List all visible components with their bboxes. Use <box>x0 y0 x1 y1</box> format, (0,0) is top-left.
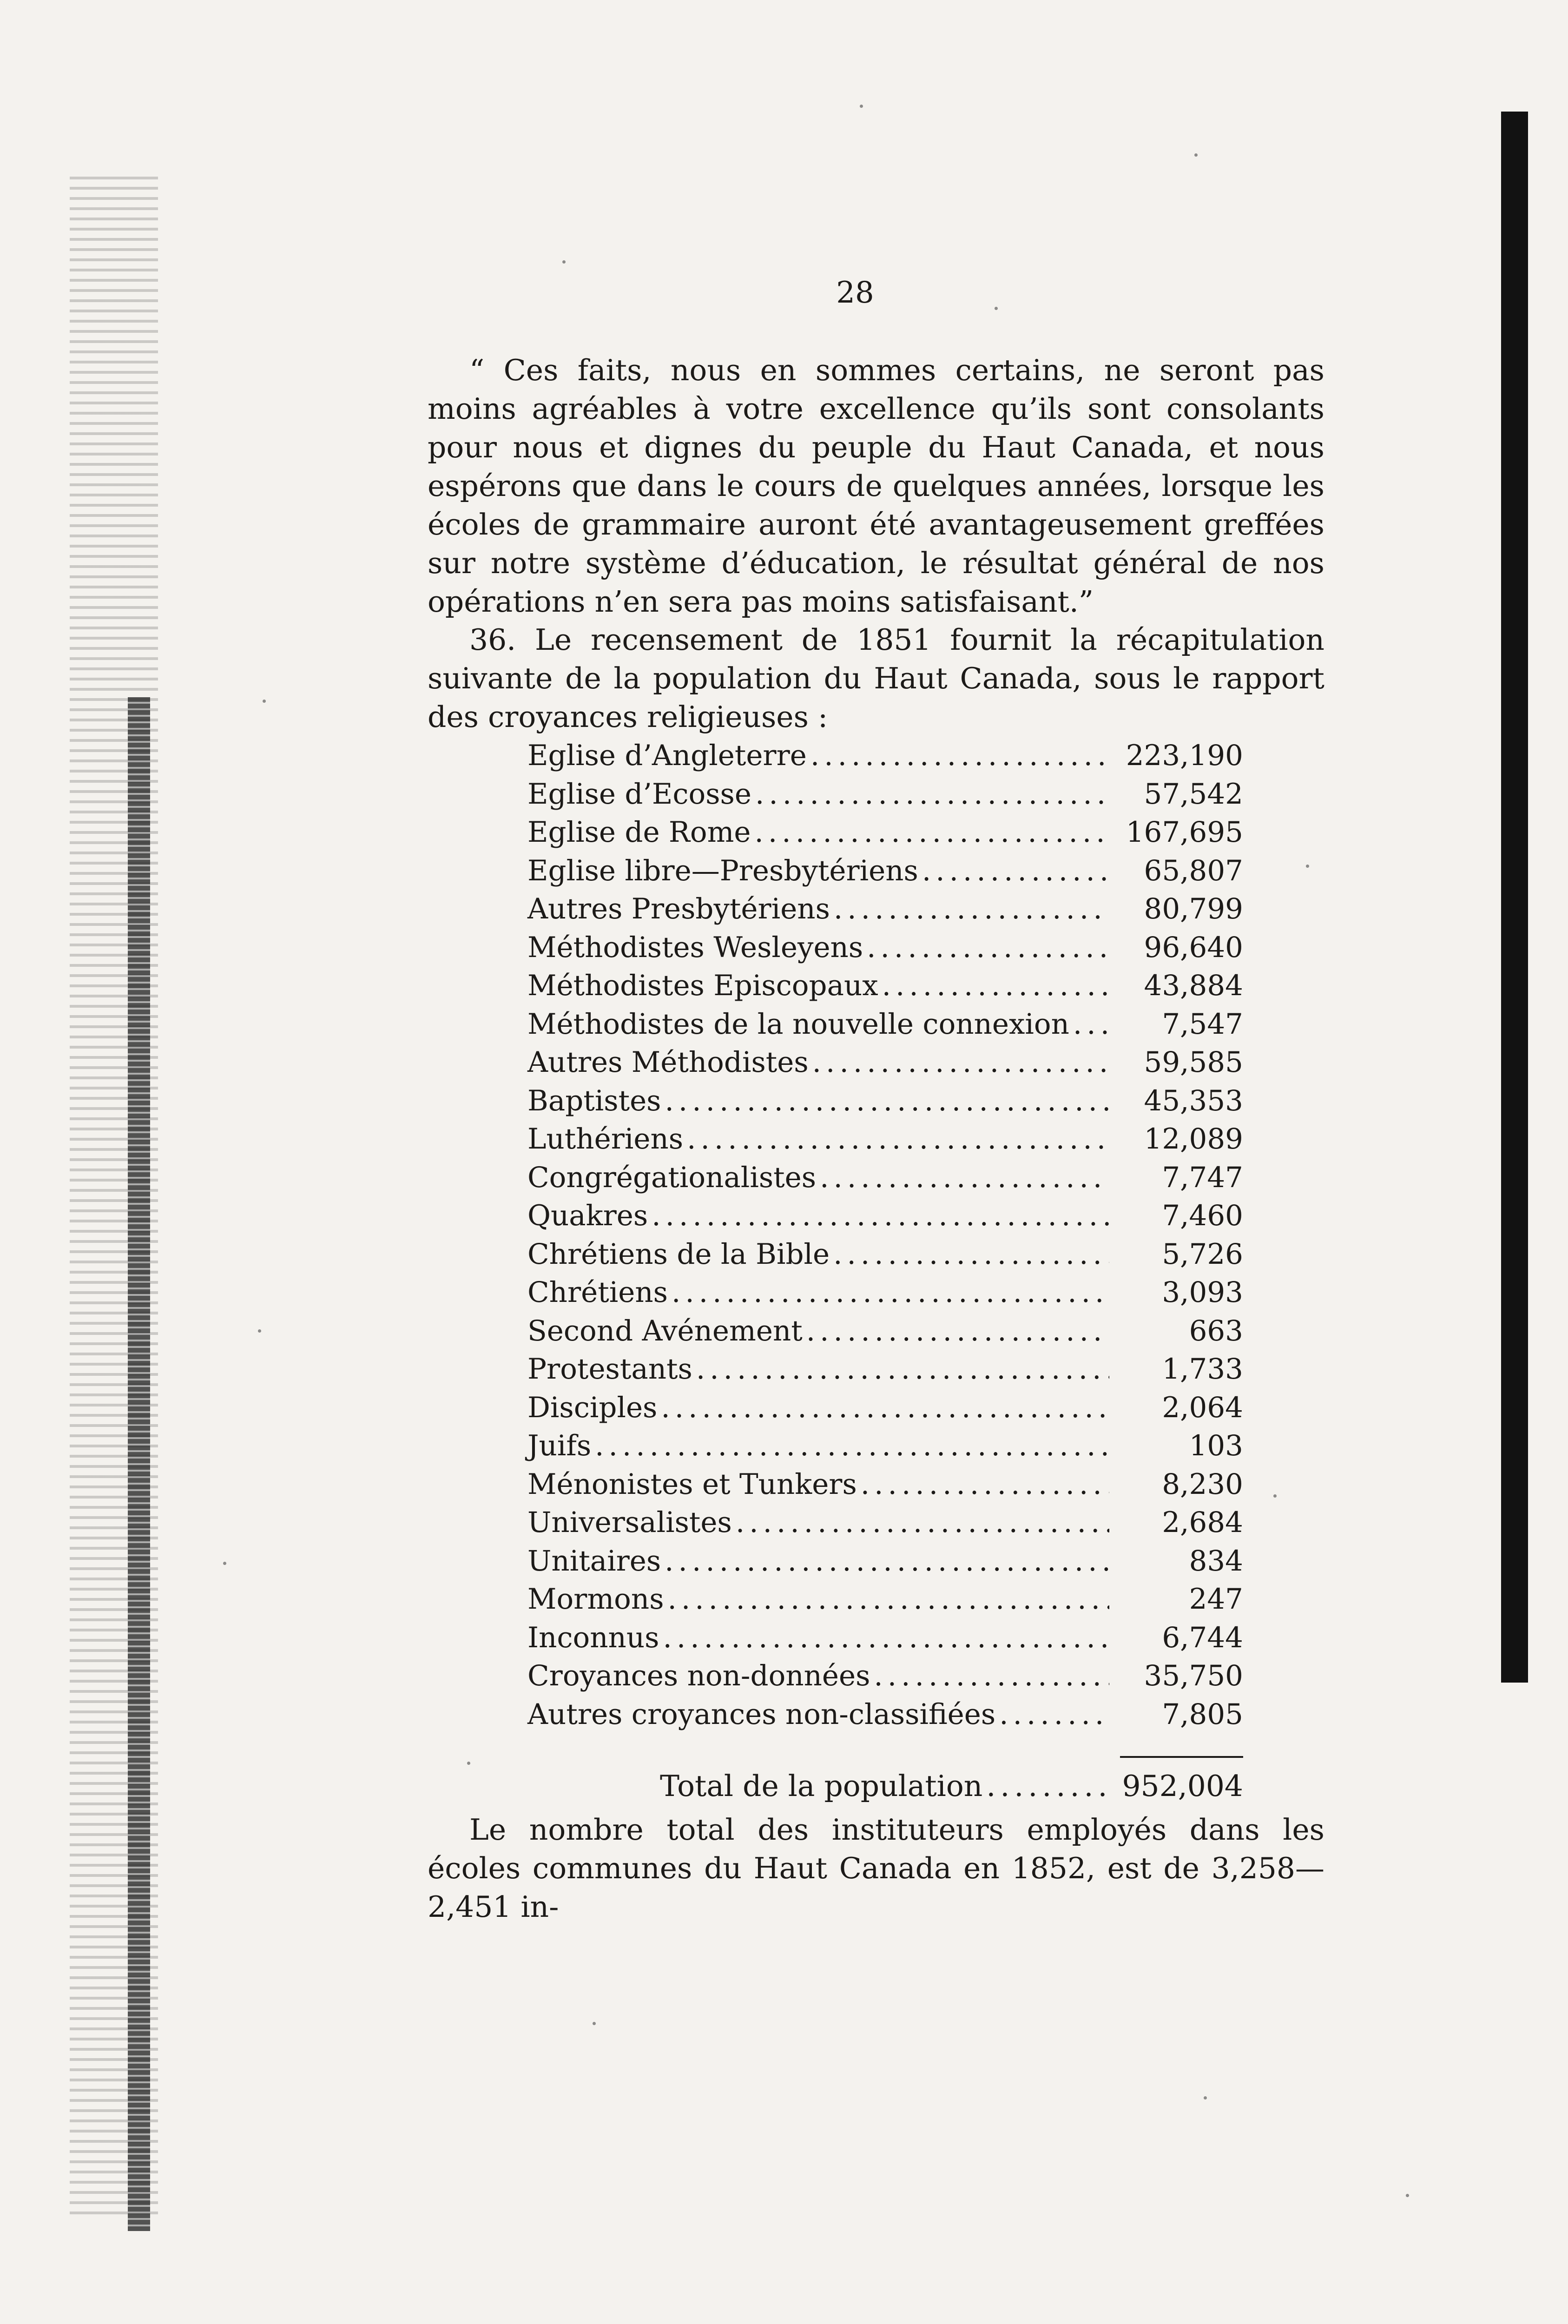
table-row <box>527 737 1243 775</box>
row-label: Chrétiens de la Bible <box>527 1237 830 1271</box>
leader-dots <box>861 1466 1109 1504</box>
total-rule <box>1120 1756 1243 1758</box>
row-label: Baptistes <box>527 1084 661 1117</box>
row-value: 247 <box>1189 1583 1243 1616</box>
row-value: 80,799 <box>1144 892 1243 925</box>
row-value: 43,884 <box>1144 969 1243 1002</box>
leader-dots <box>986 1766 1109 1806</box>
row-value: 57,542 <box>1144 777 1243 811</box>
table-row <box>527 967 1243 1005</box>
religion-table <box>527 737 1243 1734</box>
row-label: Ménonistes et Tunkers <box>527 1467 857 1501</box>
row-value: 35,750 <box>1144 1659 1243 1692</box>
leader-dots <box>922 852 1109 891</box>
quote-paragraph: “ Ces faits, nous en sommes certains, ne seront pas moins agréables à votre excellence qu’ils sont consolants pour nous et dignes du peuple du Haut Canada, et nous espérons que dans le cours de quelques années, lorsque les écoles de grammaire auront été avantageusement greffées sur notre système d’éducation, le résultat général de nos opérations n’en sera pas moins satisfaisant.” <box>428 353 1324 619</box>
leader-dots <box>999 1696 1109 1734</box>
total-label: Total de la population <box>660 1769 983 1803</box>
row-value: 59,585 <box>1144 1046 1243 1079</box>
table-row <box>527 890 1243 929</box>
row-label: Méthodistes Episcopaux <box>527 969 878 1002</box>
teachers-paragraph: Le nombre total des instituteurs employés dans les écoles communes du Haut Canada en 1852, est de 3,258—2,451 in- <box>428 1813 1324 1924</box>
table-row <box>527 1274 1243 1312</box>
leader-dots <box>668 1580 1109 1619</box>
row-value: 8,230 <box>1162 1467 1243 1501</box>
row-value: 45,353 <box>1144 1084 1243 1117</box>
leader-dots <box>867 929 1109 967</box>
leader-dots <box>665 1542 1109 1581</box>
table-row <box>527 1235 1243 1274</box>
row-value: 6,744 <box>1162 1621 1243 1654</box>
table-row <box>527 1504 1243 1542</box>
row-value: 12,089 <box>1144 1122 1243 1155</box>
table-row <box>527 775 1243 814</box>
leader-dots <box>687 1120 1109 1159</box>
leader-dots <box>663 1619 1109 1657</box>
leader-dots <box>755 775 1109 814</box>
table-row <box>527 1159 1243 1197</box>
row-value: 3,093 <box>1162 1276 1243 1309</box>
row-label: Quakres <box>527 1199 648 1232</box>
leader-dots <box>755 813 1109 852</box>
row-label: Protestants <box>527 1353 692 1386</box>
leader-dots <box>665 1082 1110 1121</box>
leader-dots <box>1073 1005 1109 1044</box>
row-value: 103 <box>1189 1429 1243 1462</box>
row-value: 2,064 <box>1162 1391 1243 1424</box>
leader-dots <box>696 1350 1109 1389</box>
leader-dots <box>661 1389 1109 1427</box>
table-row <box>527 1005 1243 1044</box>
leader-dots <box>833 1235 1109 1274</box>
row-value: 96,640 <box>1144 931 1243 964</box>
row-label: Eglise de Rome <box>527 816 751 849</box>
table-row <box>527 1120 1243 1159</box>
row-label: Autres Méthodistes <box>527 1046 809 1079</box>
leader-dots <box>820 1159 1109 1197</box>
leader-dots <box>736 1504 1109 1542</box>
table-row <box>527 1197 1243 1235</box>
table-row <box>527 1312 1243 1351</box>
row-value: 7,747 <box>1162 1161 1243 1194</box>
row-label: Luthériens <box>527 1122 684 1155</box>
row-value: 7,805 <box>1162 1697 1243 1731</box>
table-row <box>527 813 1243 852</box>
table-row <box>527 1657 1243 1696</box>
table-row <box>527 1696 1243 1734</box>
leader-dots <box>810 737 1109 775</box>
row-label: Unitaires <box>527 1544 661 1578</box>
page-number: 28 <box>836 276 874 310</box>
total-row <box>660 1766 1243 1806</box>
row-label: Méthodistes de la nouvelle connexion <box>527 1007 1069 1041</box>
row-value: 65,807 <box>1144 854 1243 887</box>
table-row <box>527 852 1243 891</box>
row-value: 7,547 <box>1162 1007 1243 1041</box>
binding-edge-right <box>1501 112 1528 1683</box>
row-label: Autres croyances non-classifiées <box>527 1697 996 1731</box>
table-row <box>527 1082 1243 1121</box>
row-label: Croyances non-données <box>527 1659 870 1692</box>
table-row <box>527 1389 1243 1427</box>
table-row <box>527 1043 1243 1082</box>
row-label: Méthodistes Wesleyens <box>527 931 863 964</box>
table-row <box>527 1619 1243 1657</box>
table-row <box>527 1466 1243 1504</box>
row-value: 2,684 <box>1162 1506 1243 1539</box>
leader-dots <box>806 1312 1109 1351</box>
row-value: 7,460 <box>1162 1199 1243 1232</box>
row-label: Chrétiens <box>527 1276 668 1309</box>
row-label: Disciples <box>527 1391 658 1424</box>
row-label: Mormons <box>527 1583 664 1616</box>
row-label: Congrégationalistes <box>527 1161 817 1194</box>
leader-dots <box>874 1657 1109 1696</box>
row-value: 834 <box>1189 1544 1243 1578</box>
leader-dots <box>882 967 1109 1005</box>
leader-dots <box>595 1427 1109 1466</box>
table-row <box>527 1542 1243 1581</box>
row-label: Juifs <box>527 1429 592 1462</box>
census-intro-paragraph: 36. Le recensement de 1851 fournit la récapitulation suivante de la population du Haut Canada, sous le rapport des croyances religieuses : <box>428 623 1324 734</box>
row-label: Universalistes <box>527 1506 732 1539</box>
table-row <box>527 1580 1243 1619</box>
row-value: 5,726 <box>1162 1237 1243 1271</box>
binding-edge-left-shadow <box>128 697 150 2231</box>
row-label: Eglise libre—Presbytériens <box>527 854 918 887</box>
row-label: Eglise d’Angleterre <box>527 739 807 772</box>
row-label: Second Avénement <box>527 1314 803 1347</box>
leader-dots <box>834 890 1109 929</box>
leader-dots <box>652 1197 1109 1235</box>
row-value: 223,190 <box>1126 739 1243 772</box>
table-row <box>527 1427 1243 1466</box>
leader-dots <box>672 1274 1109 1312</box>
table-row <box>527 1350 1243 1389</box>
total-value: 952,004 <box>1122 1769 1243 1803</box>
row-value: 663 <box>1189 1314 1243 1347</box>
leader-dots <box>812 1043 1109 1082</box>
row-value: 167,695 <box>1126 816 1243 849</box>
row-label: Autres Presbytériens <box>527 892 830 925</box>
table-row <box>527 929 1243 967</box>
row-label: Inconnus <box>527 1621 659 1654</box>
row-value: 1,733 <box>1162 1353 1243 1386</box>
row-label: Eglise d’Ecosse <box>527 777 751 811</box>
